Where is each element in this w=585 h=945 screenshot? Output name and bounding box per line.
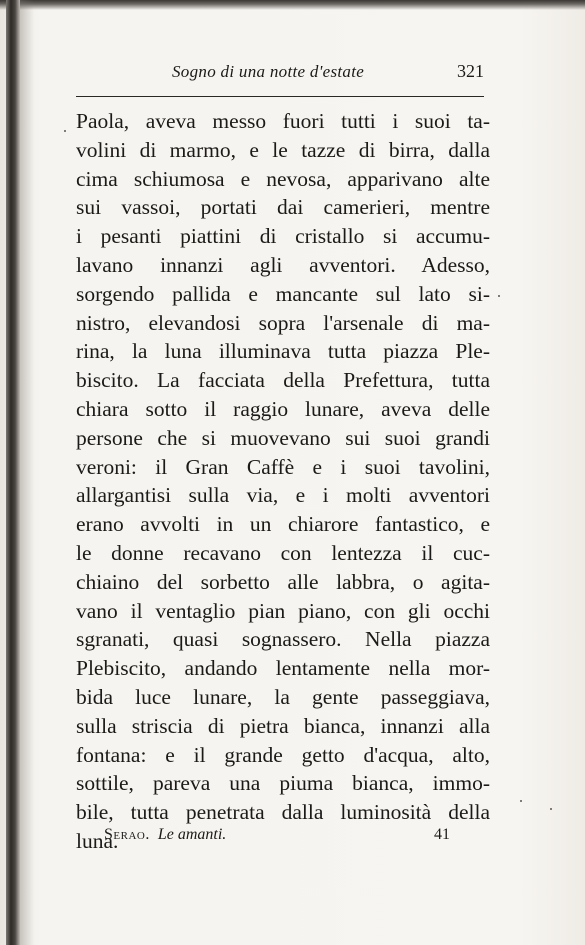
page-header (120, 60, 490, 90)
text-line: cima schiumosa e nevosa, apparivano alte (76, 166, 490, 191)
text-line: sottile, pareva una piuma bianca, immo- (76, 771, 490, 796)
paper-speck (550, 808, 552, 810)
signature-number: 41 (434, 826, 450, 843)
text-line: vano il ventaglio pian piano, con gli occhi (76, 598, 490, 623)
page-footer (104, 826, 464, 850)
text-line: fontana: e il grande getto d'acqua, alto, (76, 742, 490, 767)
text-line: sgranati, quasi sognassero. Nella piazza (76, 627, 490, 652)
text-line: bile, tutta penetrata dalla luminosità della (76, 800, 490, 825)
paper-speck (520, 800, 522, 802)
text-line: sorgendo pallida e mancante sul lato si- (76, 281, 490, 306)
text-line: allargantisi sulla via, e i molti avventori (76, 483, 490, 508)
paper-speck (498, 295, 500, 297)
running-title: Sogno di una notte d'estate (172, 62, 365, 81)
printer-signature (104, 826, 226, 844)
text-line: Paola, aveva messo fuori tutti i suoi ta- (76, 109, 490, 133)
header-rule (76, 96, 484, 97)
text-line: erano avvolti in un chiarore fantastico, e (76, 512, 490, 537)
page-number: 321 (457, 61, 484, 81)
text-line: i pesanti piattini di cristallo si accumu- (76, 224, 490, 249)
text-line: chiara sotto il raggio lunare, aveva delle (76, 396, 490, 421)
text-line: chiaino del sorbetto alle labbra, o agita- (76, 569, 490, 594)
signature-title: Le amanti. (157, 826, 227, 843)
text-line: bida luce lunare, la gente passeggiava, (76, 684, 490, 709)
text-line: lavano innanzi agli avventori. Adesso, (76, 252, 490, 277)
book-binding (6, 0, 20, 945)
text-line: Plebiscito, andando lentamente nella mor- (76, 656, 490, 681)
text-line: nistro, elevandosi sopra l'arsenale di ma- (76, 310, 490, 335)
text-line: le donne recavano con lentezza il cuc- (76, 540, 490, 565)
body-text (76, 107, 496, 856)
paper-speck (64, 130, 66, 132)
text-line: biscito. La facciata della Prefettura, tutta (76, 368, 490, 393)
text-line: sui vassoi, portati dai camerieri, mentre (76, 195, 490, 220)
text-line: sulla striscia di pietra bianca, innanzi alla (76, 713, 490, 738)
text-line-last: luna. (76, 828, 119, 853)
text-line: veroni: il Gran Caffè e i suoi tavolini, (76, 454, 490, 479)
signature-author: Serao. (104, 826, 150, 843)
text-line: volini di marmo, e le tazze di birra, dalla (76, 137, 490, 162)
text-line: rina, la luna illuminava tutta piazza Ple- (76, 339, 490, 364)
text-line: persone che si muovevano sui suoi grandi (76, 425, 490, 450)
binding-shadow (20, 0, 34, 945)
page-top-edge (0, 0, 585, 10)
